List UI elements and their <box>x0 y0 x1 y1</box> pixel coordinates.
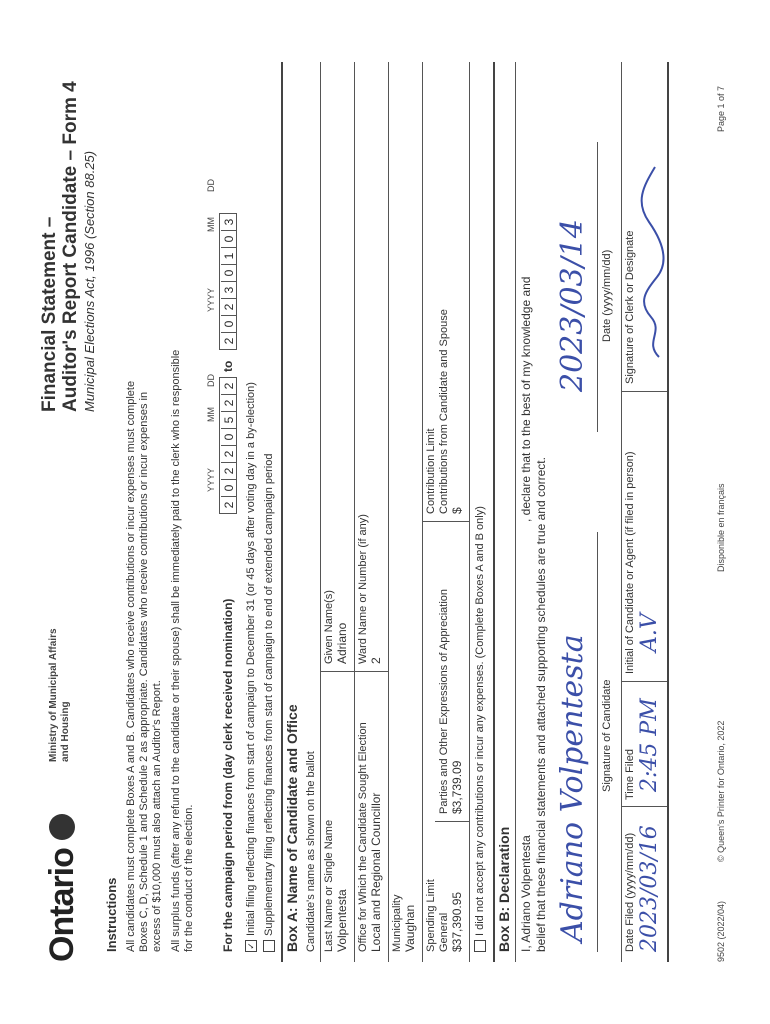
period-to-boxes <box>219 213 237 350</box>
no-contributions-label: I did not accept any contributions or incur any expenses. (Complete Boxes A and B only) <box>474 506 486 936</box>
digit-cell: 5 <box>221 412 237 429</box>
divider <box>621 62 622 962</box>
instructions-p1-line2: Boxes C, D, Schedule 1 and Schedule 2 as appropriate. Candidates who receive contributions or incur expenses in <box>138 391 150 952</box>
time-filed-label: Time Filed <box>624 749 636 800</box>
no-contributions-option[interactable] <box>474 506 487 952</box>
instructions-p2-line1: All surplus funds (after any refund to the candidate or their spouse) shall be immediately paid to the clerk who is responsible <box>170 349 182 952</box>
box-a-heading: Box A: Name of Candidate and Office <box>284 704 300 952</box>
form-code: 9502 (2022/04) <box>716 900 726 962</box>
digit-cell: 2 <box>222 337 236 345</box>
date-line <box>597 142 598 432</box>
contribution-value: $ <box>450 507 464 514</box>
dd-label-to: DD <box>206 179 216 192</box>
instructions-heading: Instructions <box>104 877 119 952</box>
digit-cell: 0 <box>221 231 237 248</box>
digit-cell: 2 <box>221 378 237 395</box>
given-name-value: Adriano <box>335 622 349 664</box>
divider <box>422 62 423 962</box>
digit-cell: 2 <box>221 395 237 412</box>
divider <box>435 821 469 822</box>
ward-label: Ward Name or Number (if any) <box>357 514 369 664</box>
supplementary-filing-checkbox[interactable] <box>263 940 275 952</box>
dd-label: DD <box>206 374 216 387</box>
yyyy-label: YYYY <box>206 467 216 492</box>
initial-value: A.V <box>637 613 662 652</box>
date-filed-value: 2023/03/16 <box>637 825 662 952</box>
office-value: Local and Regional Councillor <box>369 792 383 952</box>
digit-cell: 0 <box>221 265 237 282</box>
date-filed-label: Date Filed (yyyy/mm/dd) <box>624 832 636 952</box>
digit-cell: 0 <box>221 429 237 446</box>
divider <box>621 391 667 392</box>
divider <box>515 62 516 962</box>
form-subtitle: Auditor's Report Candidate – Form 4 <box>60 81 81 412</box>
given-name-label: Given Name(s) <box>323 590 335 664</box>
no-contributions-checkbox[interactable] <box>474 940 486 952</box>
general-value: $37,390.95 <box>450 891 464 952</box>
divider <box>320 671 354 672</box>
printer-notice: © Queen's Printer for Ontario, 2022 <box>716 720 726 862</box>
contribution-sub-label: Contributions from Candidate and Spouse <box>438 309 450 514</box>
box-a-rule <box>281 62 283 962</box>
divider <box>354 62 355 962</box>
campaign-period-label: For the campaign period from (day clerk received nomination) <box>221 598 235 952</box>
date-label: Date (yyyy/mm/dd) <box>601 249 613 342</box>
digit-cell: 2 <box>221 446 237 463</box>
ministry-name-line2: and Housing <box>60 701 71 762</box>
form-title: Financial Statement – <box>39 216 60 412</box>
period-from-boxes <box>219 377 237 514</box>
instructions-p1-line3: excess of $10,000 must also attach an Auditor's Report. <box>151 680 163 952</box>
declaration-name: I, Adriano Volpentesta <box>519 835 533 952</box>
digit-cell: 2 <box>221 463 237 480</box>
declaration-line2: belief that these financial statements and attached supporting schedules are true and correct. <box>534 457 548 952</box>
general-label: General <box>438 912 450 952</box>
clerk-signature-label: Signature of Clerk or Designate <box>624 230 636 384</box>
digit-cell: 2 <box>221 299 237 316</box>
digit-cell: 0 <box>221 480 237 497</box>
initial-filing-label: Initial filing reflecting finances from start of campaign to December 31 (or 45 days after voting day in a by-election) <box>245 382 257 936</box>
divider <box>422 521 469 522</box>
signature-label: Signature of Candidate <box>601 679 613 792</box>
form-act: Municipal Elections Act, 1996 (Section 88.25) <box>82 150 97 412</box>
ontario-logo <box>43 814 82 962</box>
yyyy-label-to: YYYY <box>206 287 216 312</box>
divider <box>354 671 388 672</box>
parties-value: $3,739.09 <box>450 760 464 814</box>
declaration-text: , declare that to the best of my knowledge and <box>519 276 533 522</box>
box-b-heading: Box B: Declaration <box>496 826 512 952</box>
instructions-p1-line1: All candidates must complete Boxes A and B. Candidates who receive contributions or incur expenses must complete <box>125 380 137 952</box>
page-number: Page 1 of 7 <box>716 85 726 132</box>
municipality-label: Municipality <box>391 894 403 952</box>
period-to-label: to <box>221 360 235 372</box>
signature-line <box>597 532 598 952</box>
digit-cell: 2 <box>222 501 236 509</box>
parties-label: Parties and Other Expressions of Appreciation <box>438 588 450 814</box>
supplementary-filing-label: Supplementary filing reflecting finances from start of campaign to end of extended campaign period <box>263 453 275 936</box>
office-label: Office for Which the Candidate Sought Election <box>357 722 369 952</box>
digit-cell: 3 <box>221 214 237 231</box>
divider <box>388 62 389 962</box>
digit-cell: 0 <box>221 316 237 333</box>
time-filed-value: 2:45 PM <box>637 698 662 792</box>
initial-filing-checkbox[interactable]: ✓ <box>245 940 257 952</box>
divider <box>621 681 667 682</box>
initial-filing-option[interactable] <box>245 382 258 952</box>
contribution-limit-label: Contribution Limit <box>425 428 437 514</box>
last-name-value: Volpentesta <box>335 889 349 952</box>
digit-cell: 1 <box>221 248 237 265</box>
ballot-name-label: Candidate's name as shown on the ballot <box>305 751 317 952</box>
divider <box>667 62 669 962</box>
divider <box>469 62 470 962</box>
ward-value: 2 <box>369 657 383 664</box>
ontario-wordmark: Ontario <box>43 848 81 962</box>
declaration-date: 2023/03/14 <box>555 219 590 392</box>
digit-cell: 3 <box>221 282 237 299</box>
box-b-rule <box>493 62 495 962</box>
form-4-document <box>25 32 745 992</box>
supplementary-filing-option[interactable] <box>263 454 276 952</box>
spending-limit-label: Spending Limit <box>425 879 437 952</box>
divider <box>621 806 667 807</box>
candidate-signature: Adriano Volpentesta <box>555 634 590 942</box>
mm-label: MM <box>206 407 216 422</box>
mm-label-to: MM <box>206 217 216 232</box>
trillium-icon <box>49 814 75 840</box>
last-name-label: Last Name or Single Name <box>323 819 335 952</box>
instructions-p2-line2: for the conduct of the election. <box>183 804 195 952</box>
ministry-name: Ministry of Municipal Affairs <box>48 628 59 762</box>
municipality-value: Vaughan <box>403 904 417 952</box>
initial-label: Initial of Candidate or Agent (if filed in person) <box>624 451 636 674</box>
french-notice: Disponible en français <box>716 483 726 572</box>
divider <box>320 62 321 962</box>
clerk-signature-scribble <box>639 162 667 362</box>
